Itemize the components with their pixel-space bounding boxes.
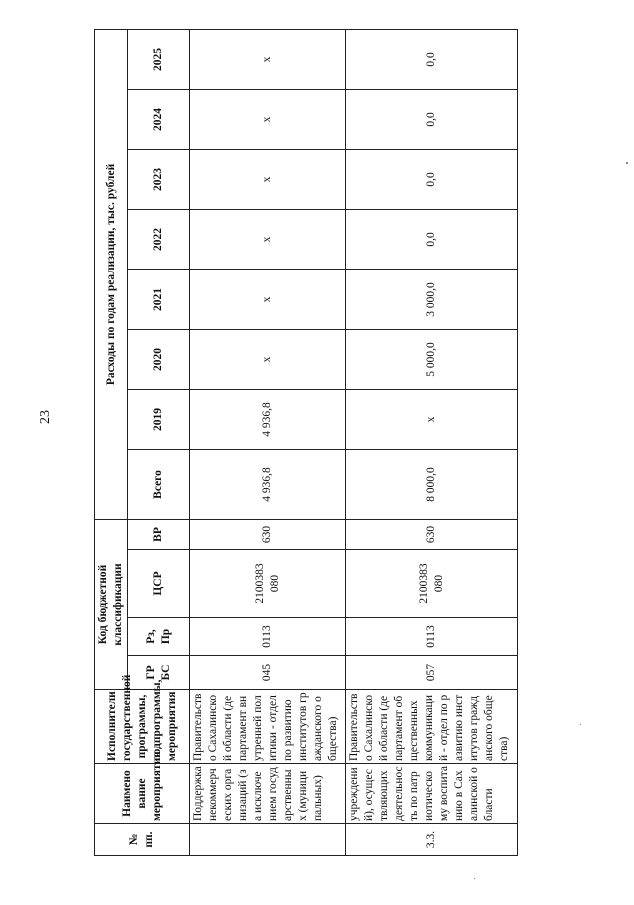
table-row (190, 29, 346, 855)
scan-speck (626, 162, 628, 164)
header-year: 2025 (128, 29, 190, 89)
header-year: 2023 (128, 149, 190, 209)
row-year-value: 5 000,0 (346, 329, 518, 389)
table-row (346, 29, 518, 855)
header-year: 2020 (128, 329, 190, 389)
row-year-value: 3 000,0 (346, 269, 518, 329)
header-grbs: ГР БС (128, 656, 190, 690)
header-year: 2021 (128, 269, 190, 329)
scan-speck (474, 878, 475, 879)
row-rzpr: 0113 (346, 618, 518, 656)
row-vr: 630 (190, 519, 346, 549)
header-name: Наимено вание мероприятия (95, 764, 190, 824)
header-year: 2024 (128, 89, 190, 149)
row-total: 8 000,0 (346, 449, 518, 519)
row-year-value: 4 936,8 (190, 389, 346, 449)
row-year-value: 0,0 (346, 149, 518, 209)
scan-speck (580, 724, 581, 725)
row-executor: Правительство Сахалинской области (департамент общественных коммуникаций - отдел по развитию институтов гражданского общества) (346, 690, 518, 764)
row-year-value: х (190, 269, 346, 329)
row-name: Поддержка некоммерческих организаций (за исключением государственных (муниципальных) (190, 764, 346, 824)
row-csr: 2100383 080 (346, 550, 518, 618)
row-csr: 2100383 080 (190, 550, 346, 618)
row-year-value: х (190, 329, 346, 389)
row-year-value: 0,0 (346, 209, 518, 269)
header-expenses: Расходы по годам реализации, тыс. рублей (95, 29, 128, 519)
row-grbs: 045 (190, 656, 346, 690)
header-num: № пп. (95, 824, 190, 856)
header-year: 2019 (128, 389, 190, 449)
header-total: Всего (128, 449, 190, 519)
row-year-value: 0,0 (346, 29, 518, 89)
row-name: учреждений), осуществляющих деятельность по патриотическому воспитанию в Сахалинской области (346, 764, 518, 824)
row-grbs: 057 (346, 656, 518, 690)
header-csr: ЦСР (128, 550, 190, 618)
row-year-value: 0,0 (346, 89, 518, 149)
row-num (190, 824, 346, 856)
row-year-value: х (190, 149, 346, 209)
row-year-value: х (190, 89, 346, 149)
row-vr: 630 (346, 519, 518, 549)
header-vr: ВР (128, 519, 190, 549)
header-year: 2022 (128, 209, 190, 269)
page-number: 23 (38, 410, 53, 424)
row-num: 3.3. (346, 824, 518, 856)
row-rzpr: 0113 (190, 618, 346, 656)
row-total: 4 936,8 (190, 449, 346, 519)
header-executors: Исполнители государственной программы, подпрограммы, мероприятия (95, 690, 190, 764)
rotated-table-wrapper (94, 30, 518, 856)
row-executor: Правительство Сахалинской области (департамент внутренней политики - отдел по развитию институтов гражданского общества) (190, 690, 346, 764)
row-year-value: х (190, 29, 346, 89)
header-budget-code: Код бюджетной классификации (95, 519, 128, 689)
row-year-value: х (346, 389, 518, 449)
header-rzpr: Рз, Пр (128, 618, 190, 656)
row-year-value: х (190, 209, 346, 269)
expenses-table (94, 29, 518, 856)
